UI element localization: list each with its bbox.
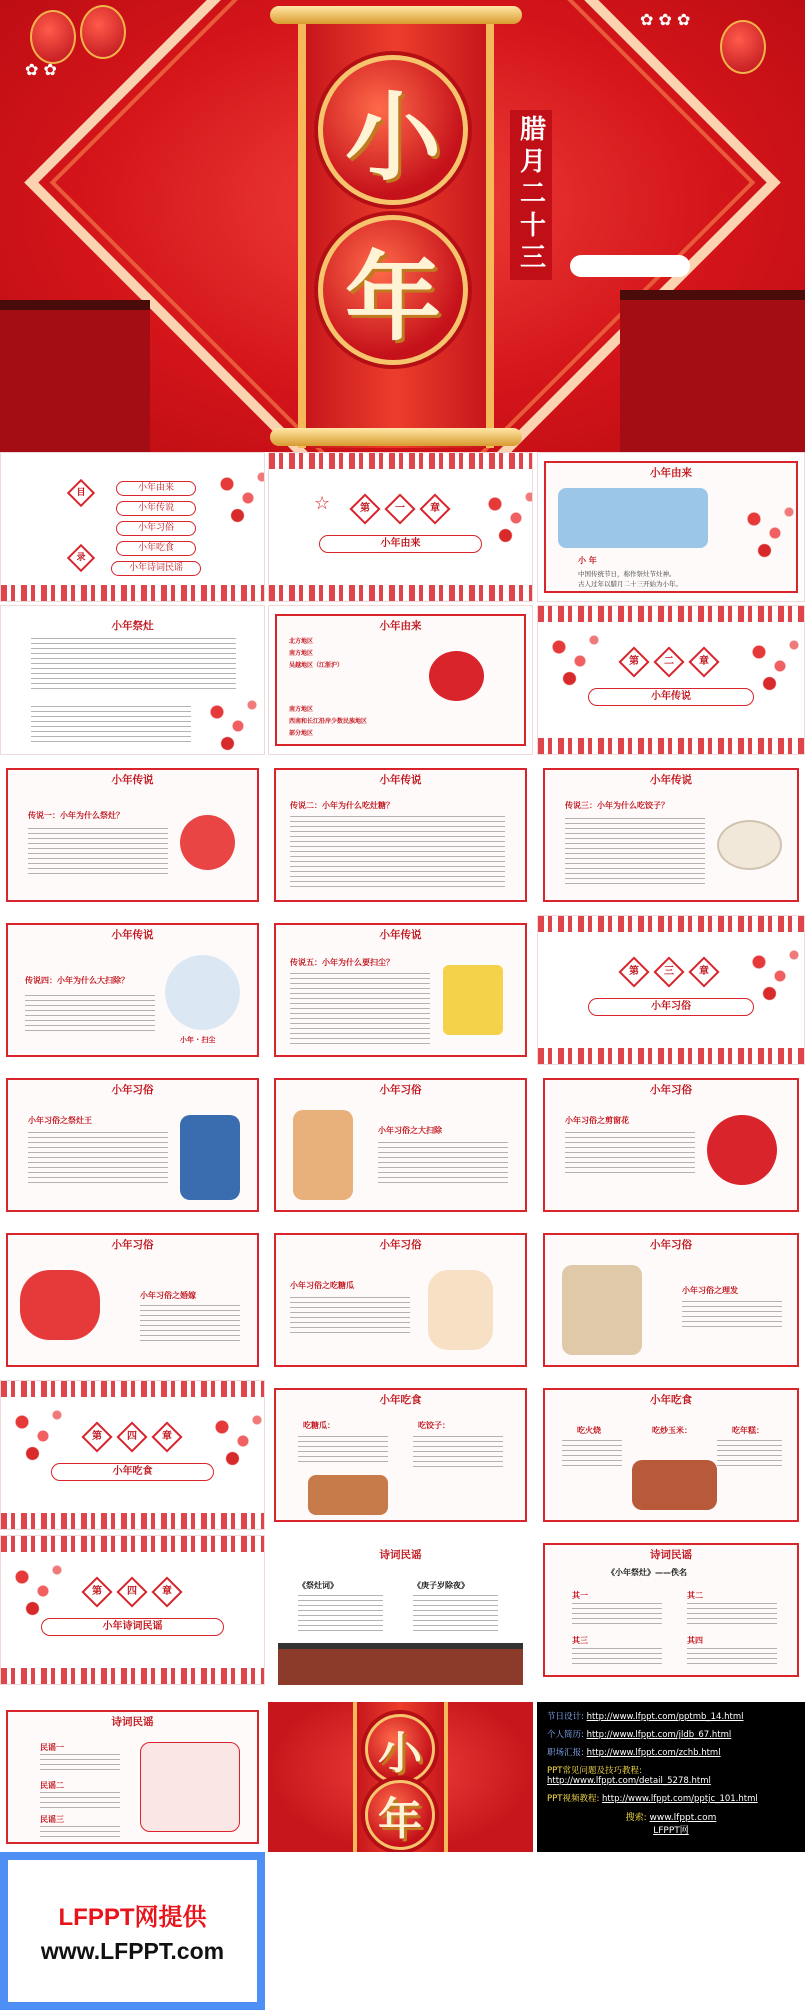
dumplings-illustration: [717, 820, 782, 870]
slide-title: 小年习俗: [379, 1084, 422, 1096]
slide-custom-4[interactable]: [0, 1225, 265, 1375]
section-subtitle: 传说一：小年为什么祭灶？: [28, 811, 124, 820]
slide-legend-1[interactable]: [0, 760, 265, 910]
sweeping-illustration: [293, 1110, 353, 1200]
slide-custom-5[interactable]: [268, 1225, 533, 1375]
slide-worship[interactable]: [0, 605, 265, 755]
slide-custom-6[interactable]: [537, 1225, 805, 1375]
chapter-char: 章: [688, 646, 719, 677]
body-text: [565, 1132, 695, 1177]
toc-label: 录: [67, 544, 95, 572]
section-subtitle: 小年习俗之婚嫁: [140, 1291, 196, 1300]
search-url[interactable]: www.lfppt.com: [649, 1813, 717, 1823]
slide-origin-2[interactable]: [268, 605, 533, 755]
border-pattern: [1, 585, 264, 601]
house-illustration: [0, 300, 150, 452]
paper-cut-illustration: [707, 1115, 777, 1185]
chapter-char: 第: [618, 956, 649, 987]
lantern-icon: [720, 20, 766, 74]
chapter-name: 小年传说: [588, 688, 754, 706]
body-text: [290, 1297, 410, 1337]
blossom-icon: ✿ ✿ ✿: [640, 10, 691, 29]
body-text: [28, 828, 168, 878]
body-text: [28, 1132, 168, 1187]
slide-origin-1[interactable]: [537, 452, 805, 602]
section-subtitle: 吃炒玉米：: [652, 1426, 692, 1435]
chapter-char: 第: [81, 1576, 112, 1607]
plum-blossom-decoration: [738, 631, 805, 701]
link-row[interactable]: [547, 1728, 795, 1740]
plum-blossom-decoration: [738, 941, 805, 1011]
body-text: [25, 995, 155, 1035]
house-illustration: [620, 290, 805, 452]
slide-title: 小年习俗: [111, 1239, 154, 1251]
body-text: [31, 706, 191, 744]
section-subtitle: 吃糖瓜：: [303, 1421, 335, 1430]
slide-title: 诗词民谣: [111, 1716, 154, 1728]
section-subtitle: 小年习俗之剪窗花: [565, 1116, 629, 1125]
slide-title: 小年传说: [379, 774, 422, 786]
link-label: 职场汇报:: [547, 1748, 584, 1758]
chapter-char: 四: [116, 1421, 147, 1452]
chapter-char: 章: [419, 493, 450, 524]
body-text: [298, 1436, 388, 1466]
chapter-char: 章: [688, 956, 719, 987]
slide-title: 小年吃食: [379, 1394, 422, 1406]
brand-line-1: LFPPT网提供: [58, 1904, 207, 1931]
link-url[interactable]: http://www.lfppt.com/detail_5278.html: [547, 1776, 711, 1786]
slide-title: 小年习俗: [650, 1239, 692, 1251]
dinner-illustration: [632, 1460, 717, 1510]
poem-heading: 《小年祭灶》——佚名: [607, 1568, 687, 1577]
border-pattern: [538, 1048, 804, 1064]
chapter-name: 小年诗词民谣: [41, 1618, 224, 1636]
illustration-caption: 小年 · 扫尘: [180, 1036, 216, 1044]
section-subtitle: 传说二：小年为什么吃灶糖？: [290, 801, 394, 810]
slide-chapter-5[interactable]: [0, 1535, 265, 1685]
body-text: [31, 638, 236, 693]
link-label: 个人简历:: [547, 1730, 584, 1740]
plum-blossom-decoration: [1, 1556, 71, 1626]
chapter-char: 三: [653, 956, 684, 987]
slide-legend-4[interactable]: [0, 915, 265, 1065]
god-illustration: [429, 651, 484, 701]
slide-end-cover[interactable]: [268, 1702, 533, 1852]
wedding-couple-illustration: [20, 1270, 100, 1340]
section-subtitle: 小年习俗之理发: [682, 1286, 738, 1295]
slide-title: 诗词民谣: [650, 1549, 692, 1561]
bullet-text: 古人过年以腊月二十三开始为小年。: [578, 580, 682, 588]
plum-blossom-decoration: [201, 1406, 265, 1476]
cover-slide: [0, 0, 805, 452]
section-subtitle: 传说五：小年为什么要扫尘？: [290, 958, 394, 967]
border-pattern: [538, 738, 804, 754]
brand-line-2[interactable]: www.LFPPT.com: [40, 1938, 225, 1964]
section-subtitle: 吃饺子：: [418, 1421, 450, 1430]
region-label: 西南和长江沿岸少数民族地区: [289, 718, 368, 725]
festival-illustration: [140, 1742, 240, 1832]
kitchen-god-illustration: [180, 1115, 240, 1200]
section-subtitle: 传说三：小年为什么吃饺子？: [565, 801, 669, 810]
star-icon: ☆: [314, 493, 331, 514]
toc-item[interactable]: 小年诗词民谣: [111, 561, 201, 576]
slide-food-1[interactable]: [268, 1380, 533, 1530]
border-pattern: [269, 453, 532, 469]
slide-title: 小年传说: [379, 929, 422, 941]
cover-title-char: 小: [318, 55, 468, 205]
slide-legend-5[interactable]: [268, 915, 533, 1065]
border-pattern: [1, 1668, 264, 1684]
region-label: 北方地区: [289, 638, 314, 645]
family-illustration: [308, 1475, 388, 1515]
toc-item[interactable]: 小年习俗: [116, 521, 196, 536]
item-heading: 小 年: [578, 556, 597, 565]
link-label: 节日设计:: [547, 1712, 584, 1722]
body-text: [290, 816, 505, 891]
region-label: 部分地区: [289, 730, 314, 737]
border-pattern: [1, 1536, 264, 1552]
slide-title: 小年习俗: [650, 1084, 692, 1096]
end-title-char: 年: [365, 1780, 435, 1850]
slide-title: 小年吃食: [650, 1394, 692, 1406]
poem-text: [572, 1603, 662, 1628]
section-subtitle: 吃火烧: [577, 1426, 601, 1435]
end-title-char: 小: [365, 1714, 435, 1784]
poem-text: [687, 1648, 777, 1668]
link-row[interactable]: [547, 1710, 795, 1722]
scroll-rod: [270, 6, 522, 24]
plum-blossom-decoration: [206, 463, 265, 533]
slide-title: 诗词民谣: [379, 1549, 422, 1561]
poem-text: [40, 1792, 120, 1810]
border-pattern: [269, 585, 532, 601]
border-pattern: [538, 916, 804, 932]
chapter-name: 小年吃食: [51, 1463, 214, 1481]
haircut-illustration: [562, 1265, 642, 1355]
poem-section: 民谣一: [40, 1743, 64, 1752]
body-text: [140, 1305, 240, 1343]
link-url[interactable]: http://www.lfppt.com/zchb.html: [586, 1748, 721, 1758]
poem-text: [40, 1826, 120, 1838]
cover-date: 腊月二十三: [510, 110, 552, 280]
toc-label: 目: [67, 479, 95, 507]
link-row[interactable]: [547, 1746, 795, 1758]
poem-text: [298, 1595, 383, 1635]
section-subtitle: 传说四：小年为什么大扫除？: [25, 976, 129, 985]
poem-section: 民谣三: [40, 1815, 64, 1824]
scroll-rod: [270, 428, 522, 446]
toc-item[interactable]: 小年吃食: [116, 541, 196, 556]
section-subtitle: 小年习俗之大扫除: [378, 1126, 442, 1135]
lantern-icon: [80, 5, 126, 59]
slide-poem-2[interactable]: [537, 1535, 805, 1685]
border-pattern: [1, 1381, 264, 1397]
poem-text: [40, 1754, 120, 1772]
slide-title: 小年习俗: [111, 1084, 154, 1096]
link-label: PPT视频教程:: [547, 1794, 600, 1804]
chapter-char: 第: [81, 1421, 112, 1452]
link-url[interactable]: http://www.lfppt.com/pptjc_101.html: [602, 1794, 758, 1804]
slide-title: 小年传说: [111, 774, 154, 786]
slide-chapter-3[interactable]: [537, 915, 805, 1065]
slide-toc[interactable]: [0, 452, 265, 602]
chapter-char: 章: [151, 1576, 182, 1607]
slide-legend-2[interactable]: [268, 760, 533, 910]
toc-item[interactable]: 小年由来: [116, 481, 196, 496]
slide-poem-1[interactable]: [268, 1535, 533, 1685]
poem-title: 《庚子岁除夜》: [413, 1581, 469, 1590]
brand-panel: [0, 1852, 265, 2010]
poem-section: 民谣二: [40, 1781, 64, 1790]
body-text: [717, 1440, 782, 1470]
chapter-char: 章: [151, 1421, 182, 1452]
lantern-icon: [30, 10, 76, 64]
section-subtitle: 吃年糕：: [732, 1426, 764, 1435]
slide-title: 小年祭灶: [111, 620, 154, 632]
plum-blossom-decoration: [474, 483, 533, 553]
slide-title: 小年传说: [650, 774, 692, 786]
border-pattern: [538, 606, 804, 622]
poem-text: [687, 1603, 777, 1628]
poem-section: 其三: [572, 1636, 588, 1645]
body-text: [413, 1436, 503, 1471]
slide-frame: [275, 614, 526, 746]
body-text: [290, 973, 430, 1048]
search-label: 搜索:: [625, 1813, 647, 1823]
poem-text: [413, 1595, 498, 1635]
links-slide: [537, 1702, 805, 1852]
link-row[interactable]: [547, 1776, 795, 1786]
link-url[interactable]: http://www.lfppt.com/pptmb_14.html: [586, 1712, 744, 1722]
slide-title: 小年由来: [379, 620, 422, 632]
chapter-name: 小年习俗: [588, 998, 754, 1016]
chapter-char: 二: [653, 646, 684, 677]
bullet-text: 中国传统节日，称作祭灶节灶神。: [578, 570, 676, 578]
plum-blossom-decoration: [1, 1401, 71, 1471]
poem-text: [572, 1648, 662, 1668]
body-text: [562, 1440, 622, 1470]
chapter-char: 第: [618, 646, 649, 677]
border-pattern: [1, 1513, 264, 1529]
poem-title: 《祭灶词》: [298, 1581, 338, 1590]
body-text: [682, 1301, 782, 1331]
plum-blossom-decoration: [733, 498, 803, 568]
slide-chapter-2[interactable]: [537, 605, 805, 755]
search-site-name[interactable]: LFPPT网: [653, 1826, 689, 1836]
region-label: 吴越地区（江浙沪）: [289, 662, 344, 669]
link-label: PPT常见问题及技巧教程:: [547, 1766, 642, 1776]
slide-title: 小年习俗: [379, 1239, 422, 1251]
slide-custom-1[interactable]: [0, 1070, 265, 1220]
chapter-char: 四: [116, 1576, 147, 1607]
slide-legend-3[interactable]: [537, 760, 805, 910]
slide-title: 小年传说: [111, 929, 154, 941]
sweeping-illustration: [165, 955, 240, 1030]
slide-food-2[interactable]: [537, 1380, 805, 1530]
link-url[interactable]: http://www.lfppt.com/jldb_67.html: [586, 1730, 732, 1740]
slide-chapter-4[interactable]: [0, 1380, 265, 1530]
section-subtitle: 小年习俗之祭灶王: [28, 1116, 92, 1125]
toc-item[interactable]: 小年传说: [116, 501, 196, 516]
plum-blossom-decoration: [538, 626, 608, 696]
chapter-char: 第: [349, 493, 380, 524]
body-text: [378, 1142, 508, 1187]
couplet-illustration: [443, 965, 503, 1035]
poem-section: 其一: [572, 1591, 588, 1600]
child-illustration: [428, 1270, 493, 1350]
chapter-char: 一: [384, 493, 415, 524]
poem-section: 其四: [687, 1636, 703, 1645]
temple-illustration: [558, 488, 708, 548]
cover-title-char: 年: [318, 215, 468, 365]
kitchen-god-illustration: [180, 815, 235, 870]
region-label: 南方地区: [289, 706, 314, 713]
slide-custom-2[interactable]: [268, 1070, 533, 1220]
chapter-name: 小年由来: [319, 535, 482, 553]
brand-box: [8, 1860, 257, 2002]
slide-chapter-1[interactable]: [268, 452, 533, 602]
slide-poem-3[interactable]: [0, 1702, 265, 1852]
search-link[interactable]: [537, 1810, 805, 1836]
region-label: 南方地区: [289, 650, 314, 657]
slide-title: 小年由来: [650, 467, 692, 479]
link-row[interactable]: [547, 1792, 795, 1804]
cloud-icon: [570, 255, 690, 277]
link-row: [547, 1764, 795, 1776]
village-illustration: [278, 1643, 523, 1685]
blossom-icon: ✿ ✿: [25, 60, 57, 79]
body-text: [565, 818, 705, 888]
plum-blossom-decoration: [196, 691, 265, 755]
poem-section: 其二: [687, 1591, 703, 1600]
slide-custom-3[interactable]: [537, 1070, 805, 1220]
section-subtitle: 小年习俗之吃糖瓜: [290, 1281, 354, 1290]
